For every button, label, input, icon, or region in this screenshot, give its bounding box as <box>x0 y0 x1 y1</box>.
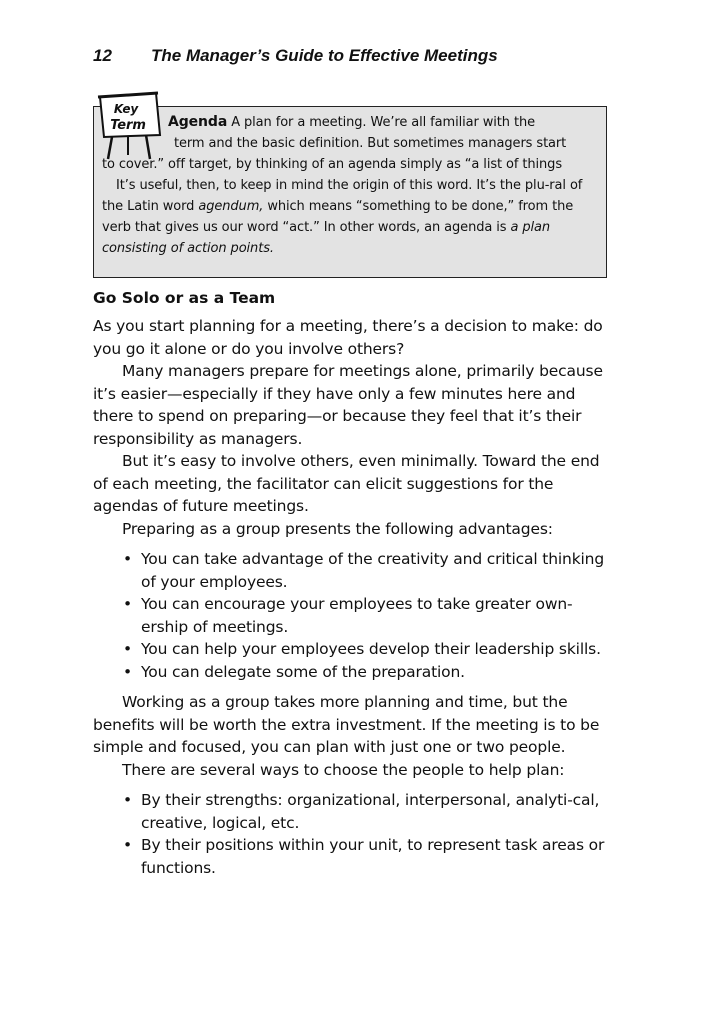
list-item-text: You can encourage your employees to take greater own-ership of meetings. <box>141 595 573 636</box>
bullet-icon: • <box>123 640 132 658</box>
list-item-text: You can take advantage of the creativity and critical thinking of your employees. <box>141 550 605 591</box>
definition-line-1: A plan for a meeting. We’re all familiar with the <box>231 115 536 130</box>
list-item-text: You can help your employees develop their leadership skills. <box>141 640 601 658</box>
key-label: Key <box>113 102 139 116</box>
agenda-definition-italic: a plan consisting of action points. <box>102 220 551 256</box>
bullet-icon: • <box>123 662 132 681</box>
ways-list <box>93 789 613 879</box>
section-heading: Go Solo or as a Team <box>93 289 276 307</box>
key-term-sidebar <box>93 102 607 278</box>
paragraph: But it’s easy to involve others, even minimally. Toward the end of each meeting, the facilitator can elicit suggestions for the agendas of future meetings. <box>93 452 600 515</box>
paragraph: There are several ways to choose the people to help plan: <box>122 760 565 779</box>
list-item <box>123 834 613 879</box>
page-number: 12 <box>93 46 112 65</box>
definition-line-2: term and the basic definition. But sometimes managers start <box>174 136 567 151</box>
paragraph: Working as a group takes more planning and time, but the benefits will be worth the extra investment. If the meeting is to be simple and focused, you can plan with just one or two people. <box>93 693 600 756</box>
paragraph: As you start planning for a meeting, there’s a decision to make: do you go it alone or do you involve others? <box>93 317 603 358</box>
list-item-text: By their positions within your unit, to represent task areas or functions. <box>141 836 605 877</box>
bullet-icon: • <box>123 791 132 809</box>
sidebar-text: It’s useful, then, to keep in mind the origin of this word. It’s the plu-ral of the Latin word <box>102 178 583 214</box>
body-text <box>93 315 613 887</box>
list-item <box>123 661 613 684</box>
bullet-icon: • <box>123 836 132 854</box>
sidebar-paragraph-2 <box>102 175 602 259</box>
paragraph: Many managers prepare for meetings alone, primarily because it’s easier—especially if they have only a few minutes here and there to spend on preparing—or because they feel that it’s their responsibility as managers. <box>93 362 603 448</box>
flip-chart-icon <box>90 89 166 161</box>
list-item <box>123 638 613 661</box>
latin-word: agendum, <box>198 199 264 214</box>
definition-line-3: off target, by thinking of an agenda simply as “a list of things <box>168 157 563 172</box>
bullet-icon: • <box>123 595 132 613</box>
list-item-text: By their strengths: organizational, interpersonal, analyti-cal, creative, logical, etc. <box>141 791 600 832</box>
sidebar-text: which means “something to be done,” from the verb that gives us our word “act.” In other words, an agenda is <box>102 199 574 235</box>
list-item <box>123 789 613 834</box>
term-label: Term <box>110 118 146 133</box>
running-header <box>93 46 498 66</box>
bullet-icon: • <box>123 550 132 568</box>
list-item-text: You can delegate some of the preparation. <box>141 662 465 681</box>
paragraph: Preparing as a group presents the following advantages: <box>122 519 553 538</box>
definition-line-4: to cover.” <box>102 157 164 172</box>
advantages-list <box>93 548 613 683</box>
key-term: Agenda <box>168 114 228 130</box>
list-item <box>123 593 613 638</box>
book-title: The Manager’s Guide to Effective Meetings <box>151 46 498 65</box>
list-item <box>123 548 613 593</box>
